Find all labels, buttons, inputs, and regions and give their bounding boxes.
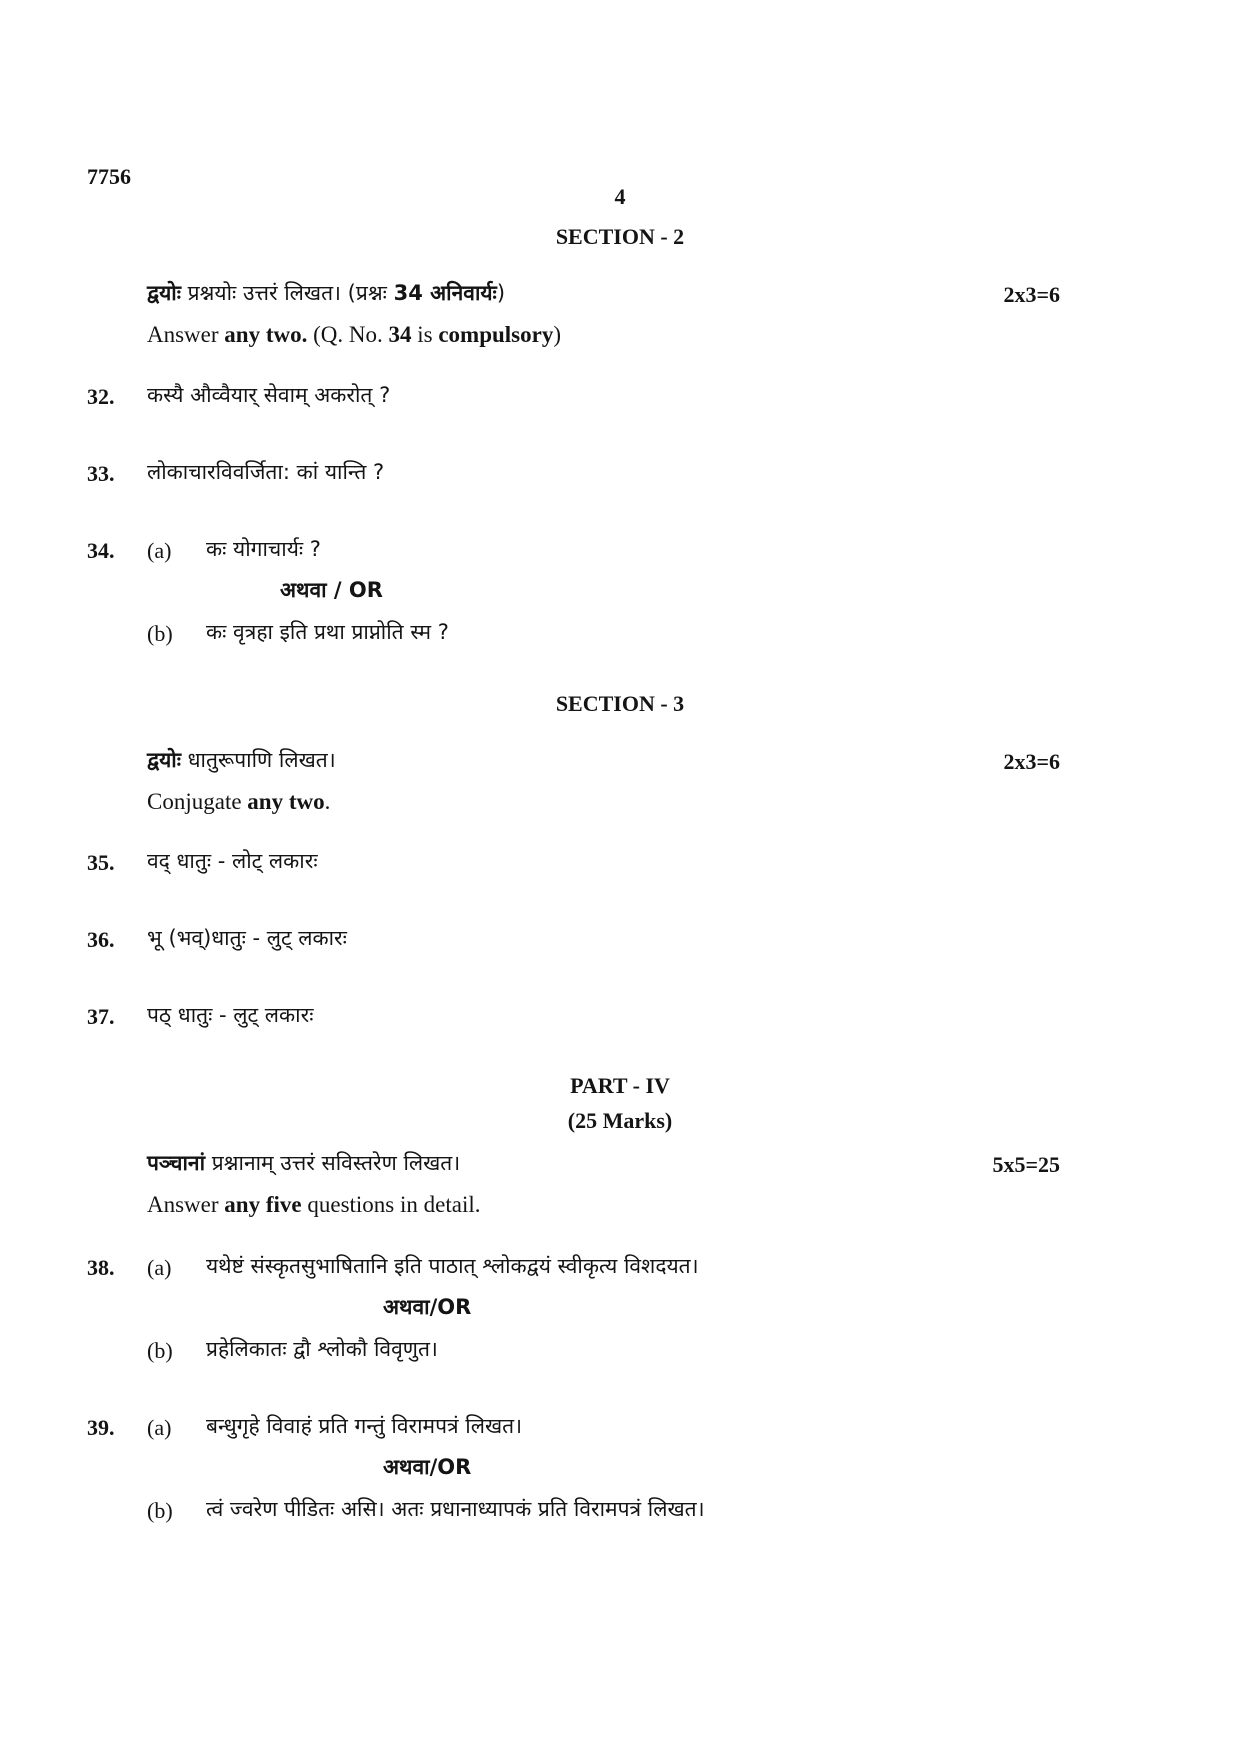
question-36-number: 36. bbox=[87, 927, 115, 952]
question-32-number: 32. bbox=[87, 384, 115, 409]
question-37-number: 37. bbox=[87, 1004, 115, 1029]
question-38a-label: (a) bbox=[147, 1255, 172, 1280]
question-34-or: अथवा / OR bbox=[280, 578, 383, 602]
question-34a-label: (a) bbox=[147, 538, 172, 563]
section-3-instruction-hindi: द्वयोः धातुरूपाणि लिखत। bbox=[147, 748, 336, 772]
section-3-marks: 2x3=6 bbox=[1003, 749, 1060, 774]
question-39-number: 39. bbox=[87, 1415, 115, 1440]
question-38-or: अथवा/OR bbox=[383, 1295, 472, 1319]
part-4-title: PART - IV bbox=[570, 1073, 670, 1098]
section-2-title: SECTION - 2 bbox=[555, 224, 685, 249]
question-35-text: वद् धातुः - लोट् लकारः bbox=[147, 849, 318, 873]
question-34b-label: (b) bbox=[147, 621, 173, 646]
paper-code: 7756 bbox=[87, 164, 131, 189]
part-4-instruction-english: Answer any five questions in detail. bbox=[147, 1192, 481, 1217]
part-4-marks: 5x5=25 bbox=[992, 1152, 1060, 1177]
page-number: 4 bbox=[614, 184, 626, 209]
question-38-number: 38. bbox=[87, 1255, 115, 1280]
question-39-or: अथवा/OR bbox=[383, 1455, 472, 1479]
question-36-text: भू (भव्)धातुः - लुट् लकारः bbox=[147, 926, 347, 950]
question-38b-text: प्रहेलिकातः द्वौ श्लोकौ विवृणुत। bbox=[206, 1337, 438, 1361]
question-34b-text: कः वृत्रहा इति प्रथा प्राप्नोति स्म ? bbox=[206, 620, 449, 644]
question-34-number: 34. bbox=[87, 538, 115, 563]
question-32-text: कस्यै औव्वैयार् सेवाम् अकरोत् ? bbox=[147, 383, 391, 407]
question-33-text: लोकाचारविवर्जिता: कां यान्ति ? bbox=[147, 460, 385, 484]
question-39b-label: (b) bbox=[147, 1498, 173, 1523]
question-38a-text: यथेष्टं संस्कृतसुभाषितानि इति पाठात् श्लोकद्वयं स्वीकृत्य विशदयत। bbox=[206, 1254, 699, 1278]
part-4-subtitle: (25 Marks) bbox=[567, 1108, 673, 1133]
question-38b-label: (b) bbox=[147, 1338, 173, 1363]
question-35-number: 35. bbox=[87, 850, 115, 875]
part-4-instruction-hindi: पञ्चानां प्रश्नानाम् उत्तरं सविस्तरेण लिखत। bbox=[147, 1151, 461, 1175]
question-37-text: पठ् धातुः - लुट् लकारः bbox=[147, 1003, 314, 1027]
section-3-title: SECTION - 3 bbox=[555, 691, 685, 716]
section-3-instruction-english: Conjugate any two. bbox=[147, 789, 331, 814]
question-39b-text: त्वं ज्वरेण पीडितः असि। अतः प्रधानाध्यापकं प्रति विरामपत्रं लिखत। bbox=[206, 1497, 705, 1521]
section-2-instruction-english: Answer any two. (Q. No. 34 is compulsory) bbox=[147, 322, 562, 347]
question-39a-label: (a) bbox=[147, 1415, 172, 1440]
section-2-instruction-hindi: द्वयोः प्रश्नयोः उत्तरं लिखत। (प्रश्नः 34 अनिवार्यः) bbox=[147, 281, 506, 305]
question-39a-text: बन्धुगृहे विवाहं प्रति गन्तुं विरामपत्रं लिखत। bbox=[206, 1414, 523, 1438]
question-34a-text: कः योगाचार्यः ? bbox=[206, 537, 321, 561]
question-33-number: 33. bbox=[87, 461, 115, 486]
section-2-marks: 2x3=6 bbox=[1003, 282, 1060, 307]
